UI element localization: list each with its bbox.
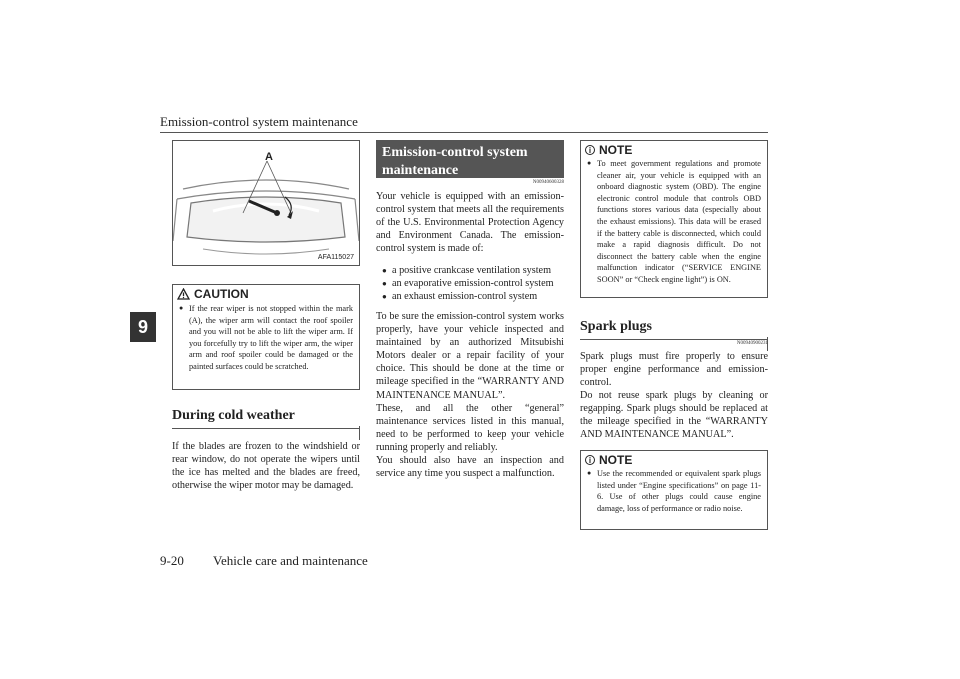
list-item: ● a positive crankcase ventilation system (382, 264, 564, 277)
cold-weather-rule (172, 428, 360, 429)
emission-list (382, 264, 564, 303)
emission-para4: You should also have an inspection and service any time you suspect a malfunction. (376, 455, 564, 480)
spark-plugs-heading: Spark plugs (580, 319, 652, 334)
note-title: NOTE (599, 143, 633, 157)
spark-plugs-code: N00940900231 (736, 341, 768, 346)
note-header (581, 451, 767, 467)
emission-intro: Your vehicle is equipped with an emission-control system that meets all the requirements of the U.S. Environmental Protection Agency and Environment Canada. The emission-control system is made of: (376, 191, 564, 255)
list-item: ● an exhaust emission-control system (382, 290, 564, 303)
note-text: ● To meet government regulations and promote cleaner air, your vehicle is equipped with an onboard diagnostic system (OBD). The engine electronic control module that controls OBD functions stores various data (especially about the exhaust emissions). This data will be erased if the battery cable is disconnected, which could make a rapid diagnosis difficult. Do not disconnect the battery cable when the engine malfunction indicator (“SERVICE ENGINE SOON” or “Check engine light”) is ON. (587, 158, 761, 286)
footer-section-title: Vehicle care and maintenance (213, 553, 368, 568)
note-text: ● Use the recommended or equivalent spark plugs listed under “Engine specifications” on page 11-6. Use of other plugs could cause engine damage, loss of performance or radio noise. (587, 468, 761, 514)
info-icon: i (585, 145, 595, 155)
note-box-spark-plugs (580, 450, 768, 530)
figure-mark-label: A (265, 151, 273, 163)
wiper-figure (172, 140, 360, 266)
figure-code: AFA115027 (317, 254, 354, 261)
spark-plugs-rule (580, 339, 768, 340)
note-title: NOTE (599, 453, 633, 467)
emission-para3: These, and all the other “general” maintenance services listed in this manual, need to be performed to keep your vehicle running properly and reliably. (376, 403, 564, 454)
note-header (581, 141, 767, 157)
warning-triangle-icon (177, 288, 190, 300)
caution-header (173, 285, 359, 301)
emission-heading (376, 140, 564, 178)
list-item: ● an evaporative emission-control system (382, 277, 564, 290)
emission-code: N00940600328 (532, 180, 564, 185)
page-number: 9-20 (160, 553, 184, 568)
chapter-tab: 9 (130, 312, 156, 342)
emission-heading-line1: Emission-control system (382, 145, 528, 160)
note-box-obd (580, 140, 768, 298)
header-rule (160, 132, 768, 133)
emission-heading-line2: maintenance (382, 163, 459, 178)
caution-box (172, 284, 360, 390)
spark-plugs-para1: Spark plugs must fire properly to ensure proper engine performance and emission-control. (580, 351, 768, 389)
page-header-title: Emission-control system maintenance (160, 114, 358, 129)
info-icon: i (585, 455, 595, 465)
caution-text: ● If the rear wiper is not stopped within the mark (A), the wiper arm will contact the roof spoiler and you will not be able to lift the wiper arm. If you forcefully try to lift the wiper arm, the wiper arm and roof spoiler could be damaged or the painted surfaces could be scratched. (179, 303, 353, 373)
caution-title: CAUTION (194, 287, 249, 301)
spark-plugs-para2: Do not reuse spark plugs by cleaning or regapping. Spark plugs should be replaced at the mileage specified in the “WARRANTY AND MAINTENANCE MANUAL”. (580, 390, 768, 441)
cold-weather-text: If the blades are frozen to the windshield or rear window, do not operate the wipers until the ice has melted and the blades are freed, otherwise the wiper motor may be damaged. (172, 441, 360, 492)
cold-weather-heading: During cold weather (172, 408, 295, 423)
emission-para2: To be sure the emission-control system works properly, have your vehicle inspected and maintained by an authorized Mitsubishi Motors dealer or a repair facility of your choice. This should be done at the time or mileage specified in the “WARRANTY AND MAINTENANCE MANUAL”. (376, 311, 564, 401)
